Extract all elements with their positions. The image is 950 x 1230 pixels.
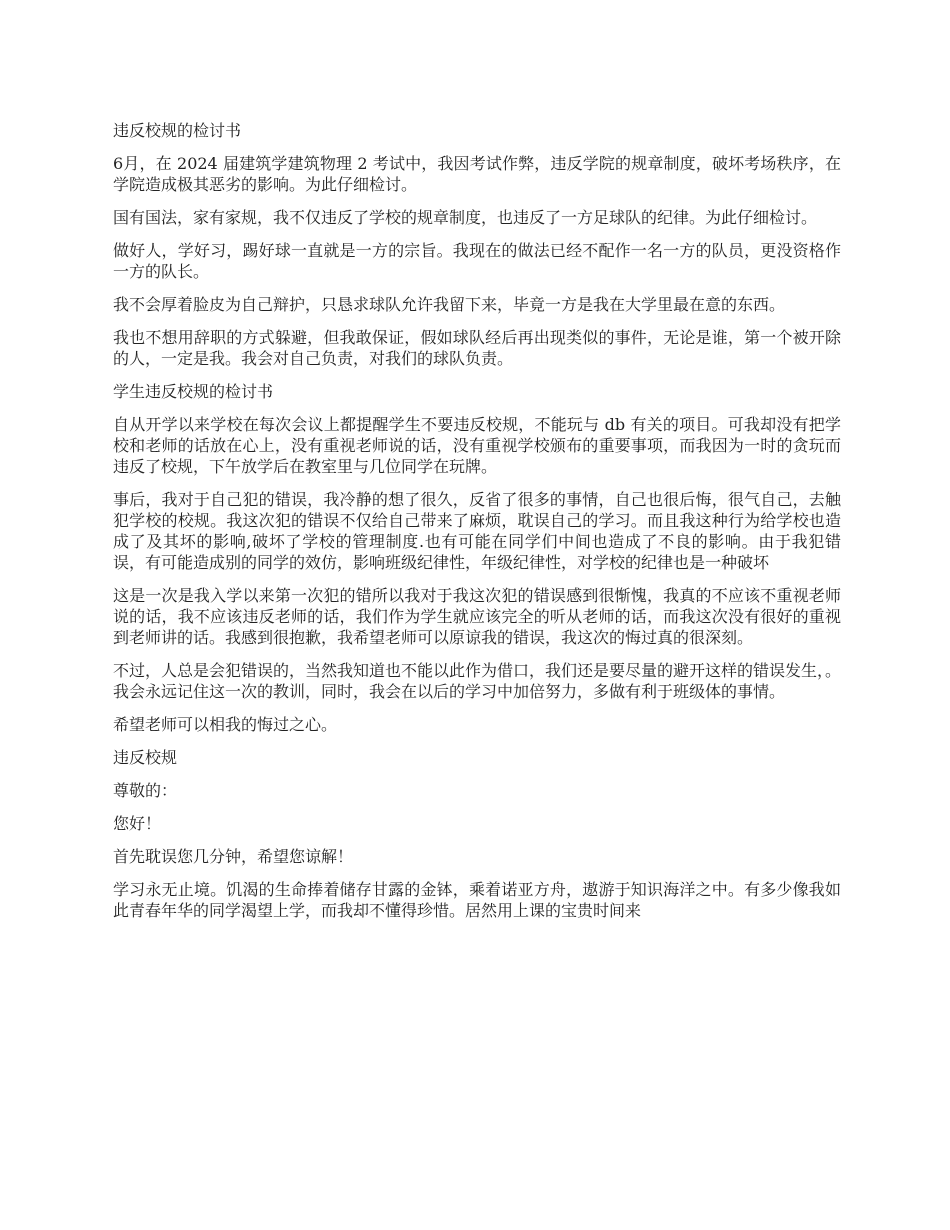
title-heading: 违反校规的检讨书 [113, 121, 242, 140]
paragraph: 我也不想用辞职的方式躲避，但我敢保证，假如球队经后再出现类似的事件，无论是谁，第一个被开除的人，一定是我。我会对自己负责，对我们的球队负责。 [113, 328, 841, 368]
paragraph: 事后，我对于自己犯的错误，我冷静的想了很久，反省了很多的事情，自己也很后悔，很气自己，去触犯学校的校规。我这次犯的错误不仅给自己带来了麻烦，耽误自己的学习。而且我这种行为给学校也造成了及其坏的影响,破坏了学校的管理制度.也有可能在同学们中间也造成了不良的影响。由于我犯错误，有可能造成别的同学的效仿，影响班级纪律性，年级纪律性，对学校的纪律也是一种破坏 [113, 490, 841, 572]
paragraph: 这是一次是我入学以来第一次犯的错所以我对于我这次犯的错误感到很惭愧，我真的不应该不重视老师说的话，我不应该违反老师的话，我们作为学生就应该完全的听从老师的话，而我这次没有很好的重视到老师讲的话。我感到很抱歉，我希望老师可以原谅我的错误，我这次的悔过真的很深刻。 [113, 586, 841, 647]
salutation: 尊敬的： [113, 781, 178, 800]
section-heading: 违反校规 [113, 748, 178, 767]
paragraph: 首先耽误您几分钟，希望您谅解！ [113, 847, 354, 866]
greeting: 您好！ [113, 814, 162, 833]
paragraph: 学习永无止境。饥渴的生命捧着储存甘露的金钵，乘着诺亚方舟，遨游于知识海洋之中。有多少像我如此青春年华的同学渴望上学，而我却不懂得珍惜。居然用上课的宝贵时间来 [113, 880, 841, 920]
paragraph: 我不会厚着脸皮为自己辩护，只恳求球队允许我留下来，毕竟一方是我在大学里最在意的东西。 [113, 295, 786, 314]
paragraph: 做好人，学好习，踢好球一直就是一方的宗旨。我现在的做法已经不配作一名一方的队员，更没资格作一方的队长。 [113, 241, 841, 281]
paragraph: 自从开学以来学校在每次会议上都提醒学生不要违反校规，不能玩与 db 有关的项目。可我却没有把学校和老师的话放在心上，没有重视老师说的话，没有重视学校颁布的重要事项，而我因为一时的贪玩而违反了校规，下午放学后在教室里与几位同学在玩牌。 [113, 415, 841, 476]
document-page [113, 120, 841, 933]
paragraph: 希望老师可以相我的悔过之心。 [113, 715, 338, 734]
paragraph: 6月，在 2024 届建筑学建筑物理 2 考试中，我因考试作弊，违反学院的规章制度，破坏考场秩序，在学院造成极其恶劣的影响。为此仔细检讨。 [113, 154, 841, 194]
paragraph: 不过，人总是会犯错误的，当然我知道也不能以此作为借口，我们还是要尽量的避开这样的错误发生，。我会永远记住这一次的教训，同时，我会在以后的学习中加倍努力，多做有利于班级体的事情。 [113, 661, 842, 701]
section-heading: 学生违反校规的检讨书 [113, 382, 274, 401]
paragraph: 国有国法，家有家规，我不仅违反了学校的规章制度，也违反了一方足球队的纪律。为此仔细检讨。 [113, 208, 818, 227]
